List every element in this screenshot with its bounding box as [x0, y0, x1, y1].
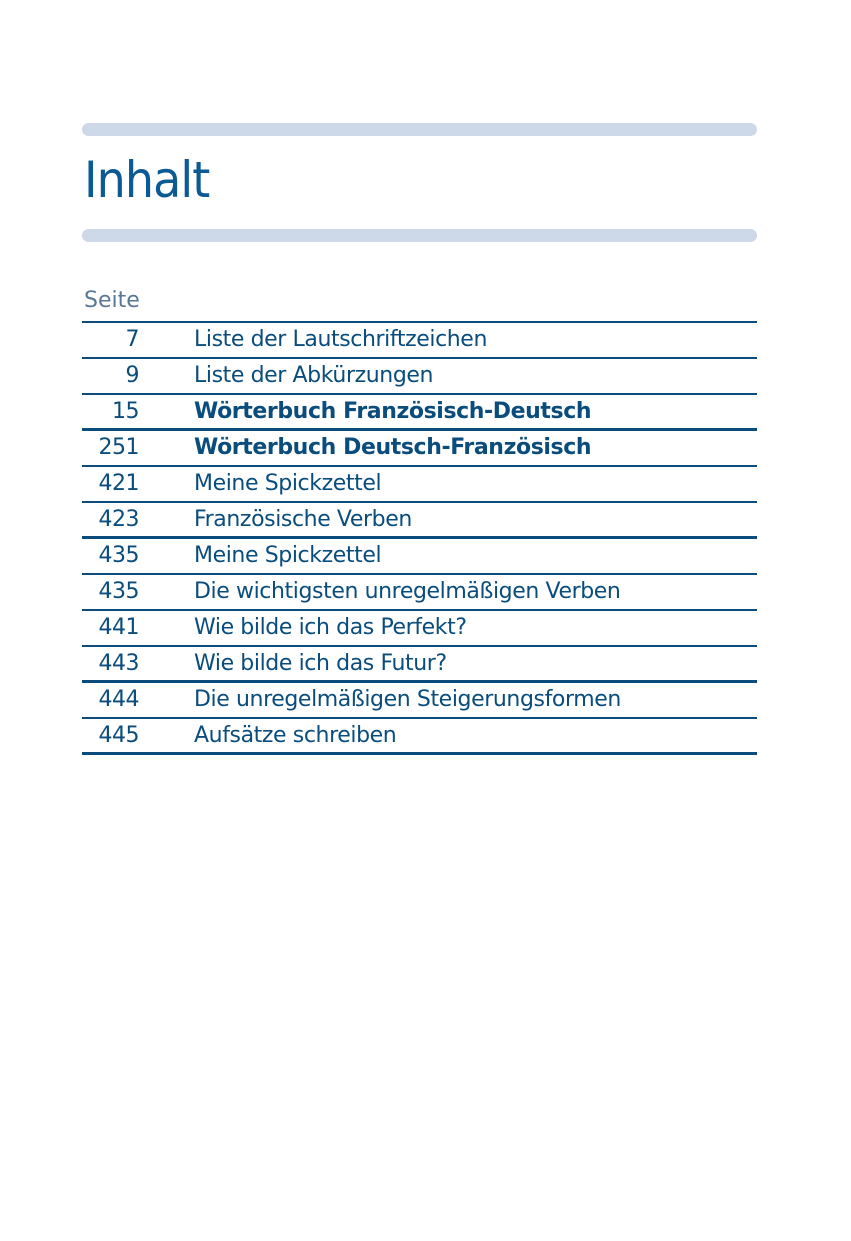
top-decorative-bar	[82, 123, 757, 136]
bottom-decorative-bar	[82, 229, 757, 242]
toc-entry-title: Meine Spickzettel	[194, 543, 382, 568]
table-of-contents	[82, 321, 757, 755]
toc-page-number: 445	[98, 723, 139, 748]
toc-entry-title: Wörterbuch Deutsch-Französisch	[194, 435, 592, 460]
toc-page-number: 423	[98, 507, 139, 532]
toc-page-number: 9	[125, 363, 139, 388]
toc-entry-title: Wörterbuch Französisch-Deutsch	[194, 399, 592, 424]
toc-entry[interactable]	[82, 323, 757, 359]
toc-entry[interactable]	[82, 431, 757, 467]
toc-page-number: 435	[98, 543, 139, 568]
toc-entry-title: Meine Spickzettel	[194, 471, 382, 496]
page-column-header: Seite	[84, 288, 140, 313]
toc-page-number: 251	[98, 435, 139, 460]
toc-entry[interactable]	[82, 683, 757, 719]
toc-page-number: 443	[98, 651, 139, 676]
toc-entry[interactable]	[82, 647, 757, 683]
toc-entry[interactable]	[82, 395, 757, 431]
toc-entry[interactable]	[82, 719, 757, 755]
toc-entry[interactable]	[82, 611, 757, 647]
toc-entry[interactable]	[82, 539, 757, 575]
toc-entry-title: Französische Verben	[194, 507, 412, 532]
toc-entry[interactable]	[82, 359, 757, 395]
toc-page-number: 435	[98, 579, 139, 604]
toc-page-number: 421	[98, 471, 139, 496]
toc-page-number: 441	[98, 615, 139, 640]
toc-entry[interactable]	[82, 575, 757, 611]
toc-entry-title: Aufsätze schreiben	[194, 723, 397, 748]
toc-entry-title: Wie bilde ich das Futur?	[194, 651, 447, 676]
toc-entry-title: Liste der Abkürzungen	[194, 363, 434, 388]
toc-page-number: 444	[98, 687, 139, 712]
toc-entry[interactable]	[82, 467, 757, 503]
toc-entry-title: Die wichtigsten unregelmäßigen Verben	[194, 579, 621, 604]
toc-entry-title: Wie bilde ich das Perfekt?	[194, 615, 467, 640]
toc-entry-title: Die unregelmäßigen Steigerungsformen	[194, 687, 621, 712]
toc-entry[interactable]	[82, 503, 757, 539]
toc-page-number: 7	[125, 327, 139, 352]
toc-page-number: 15	[112, 399, 139, 424]
toc-entry-title: Liste der Lautschriftzeichen	[194, 327, 487, 352]
page-title: Inhalt	[84, 151, 210, 209]
